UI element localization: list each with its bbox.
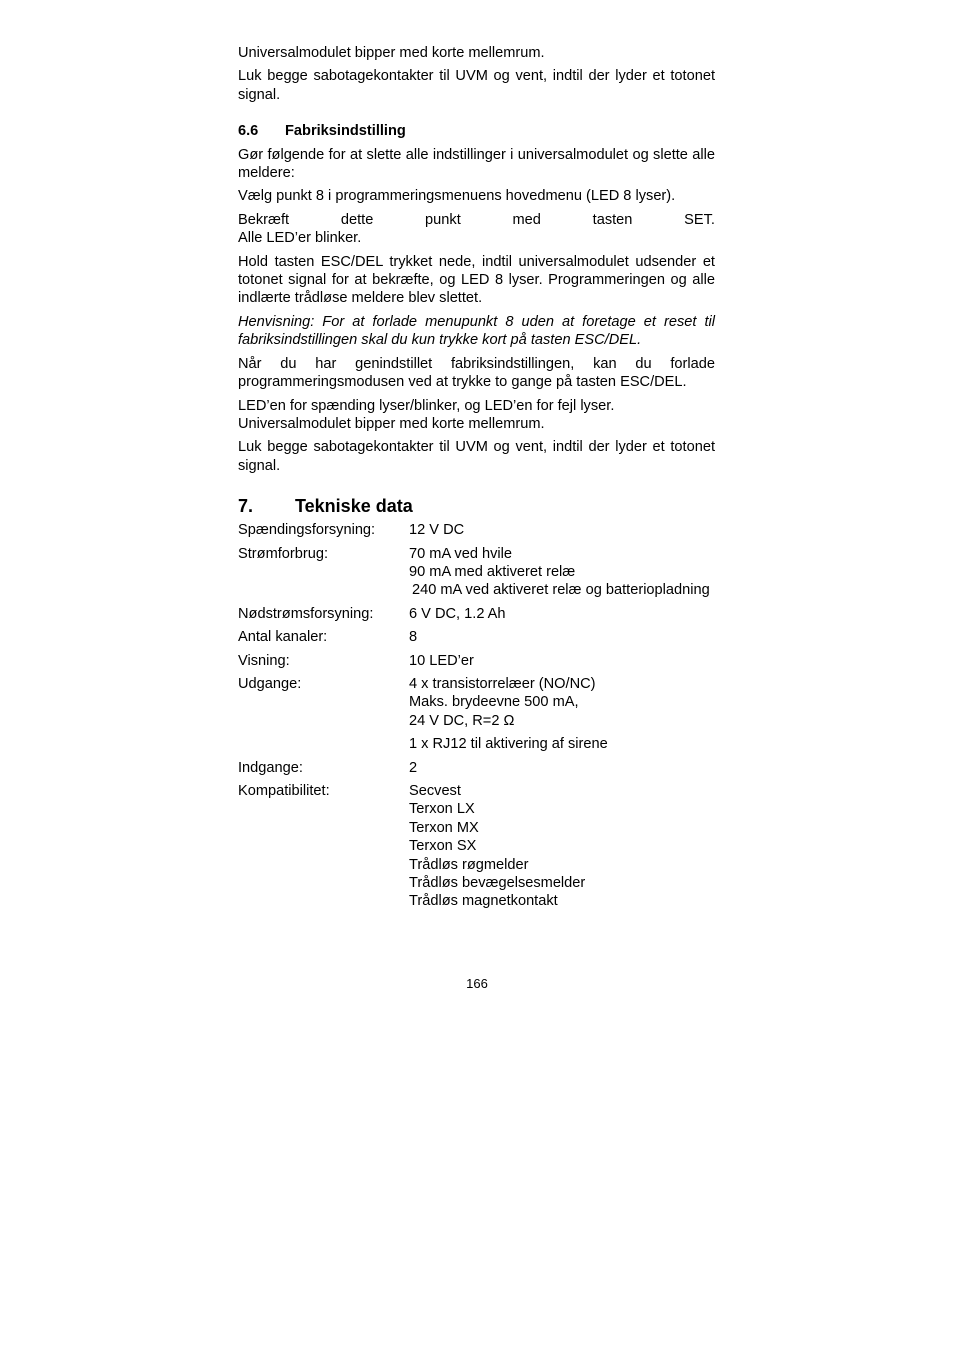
section-6-6-paragraph: Alle LED’er blinker. bbox=[238, 230, 362, 247]
tech-value: Secvest bbox=[409, 783, 461, 799]
tech-value: 70 mA ved hvile bbox=[409, 545, 513, 562]
tech-data-table bbox=[238, 521, 715, 911]
tech-value: 10 LED’er bbox=[409, 652, 474, 669]
tech-value: Trådløs røgmelder bbox=[409, 856, 529, 873]
tech-value: 6 V DC, 1.2 Ah bbox=[409, 605, 506, 622]
section-7-heading bbox=[238, 495, 715, 517]
section-7-title: Tekniske data bbox=[295, 496, 413, 517]
tech-values bbox=[409, 782, 715, 911]
tech-value: 1 x RJ12 til aktivering af sirene bbox=[409, 736, 608, 753]
section-6-6-heading bbox=[238, 122, 715, 140]
tech-values bbox=[409, 652, 715, 670]
page-number: 166 bbox=[466, 976, 488, 991]
tech-values bbox=[409, 605, 715, 623]
tech-value: 8 bbox=[409, 629, 418, 646]
tech-row bbox=[238, 545, 715, 600]
section-6-6-paragraph: Universalmodulet bipper med korte mellemrum. bbox=[238, 415, 545, 432]
section-6-6-number: 6.6 bbox=[238, 123, 259, 140]
tech-row bbox=[238, 759, 715, 777]
section-6-6-paragraph: Gør følgende for at slette alle indstillinger i universalmodulet og slette alle meldere: bbox=[238, 146, 715, 182]
tech-value: Trådløs magnetkontakt bbox=[409, 893, 558, 910]
tech-values bbox=[409, 545, 715, 600]
tech-label: Antal kanaler: bbox=[238, 629, 328, 646]
tech-value: 12 V DC bbox=[409, 522, 465, 539]
section-6-6-paragraph: Vælg punkt 8 i programmeringsmenuens hovedmenu (LED 8 lyser). bbox=[238, 188, 676, 205]
tech-row bbox=[238, 675, 715, 754]
confirm-line: Bekræft dette punkt med tasten SET. bbox=[238, 211, 715, 228]
section-7-number: 7. bbox=[238, 496, 254, 517]
tech-value: Terxon MX bbox=[409, 819, 479, 836]
tech-row bbox=[238, 521, 715, 539]
tech-values bbox=[409, 759, 715, 777]
document-page bbox=[238, 44, 715, 916]
tech-values bbox=[409, 675, 715, 754]
section-6-6-title: Fabriksindstilling bbox=[285, 123, 406, 140]
note-paragraph: Henvisning: For at forlade menupunkt 8 uden at foretage et reset til fabriksindstillingen skal du kun trykke kort på tasten ESC/DEL. bbox=[238, 313, 715, 349]
tech-value: 90 mA med aktiveret relæ bbox=[409, 563, 576, 580]
tech-value: Trådløs bevægelsesmelder bbox=[409, 875, 586, 892]
section-6-6-paragraph: Hold tasten ESC/DEL trykket nede, indtil universalmodulet udsender et totonet signal for at bekræfte, og LED 8 lyser. Programmeringen og alle indlærte trådløse meldere blev slettet. bbox=[238, 253, 715, 307]
tech-value: Terxon SX bbox=[409, 838, 477, 855]
tech-label: Spændingsforsyning: bbox=[238, 522, 376, 539]
tech-values bbox=[409, 521, 715, 539]
tech-label: Indgange: bbox=[238, 759, 303, 776]
section-6-6-paragraph: Luk begge sabotagekontakter til UVM og vent, indtil der lyder et totonet signal. bbox=[238, 439, 715, 474]
section-6-6-paragraph bbox=[238, 211, 715, 229]
tech-values bbox=[409, 628, 715, 646]
intro-paragraph-2: Luk begge sabotagekontakter til UVM og vent, indtil der lyder et totonet signal. bbox=[238, 68, 715, 103]
intro-paragraph-1: Universalmodulet bipper med korte mellemrum. bbox=[238, 45, 545, 61]
tech-value: 240 mA ved aktiveret relæ og batteriopladning bbox=[412, 582, 710, 599]
tech-label: Visning: bbox=[238, 652, 290, 669]
tech-value: 4 x transistorrelæer (NO/NC) bbox=[409, 675, 596, 692]
section-6-6-paragraph: LED’en for spænding lyser/blinker, og LED’en for fejl lyser. bbox=[238, 397, 615, 414]
tech-value: Terxon LX bbox=[409, 801, 475, 818]
tech-row bbox=[238, 782, 715, 911]
tech-label: Strømforbrug: bbox=[238, 545, 329, 562]
tech-row bbox=[238, 628, 715, 646]
tech-value: Maks. brydeevne 500 mA, bbox=[409, 694, 579, 711]
tech-label: Kompatibilitet: bbox=[238, 783, 330, 799]
tech-value: 2 bbox=[409, 759, 418, 776]
tech-label: Nødstrømsforsyning: bbox=[238, 605, 374, 622]
tech-row bbox=[238, 652, 715, 670]
tech-row bbox=[238, 605, 715, 623]
section-6-6-paragraph: Når du har genindstillet fabriksindstillingen, kan du forlade programmeringsmodusen ved at trykke to gange på tasten ESC/DEL. bbox=[238, 355, 715, 391]
tech-value: 24 V DC, R=2 Ω bbox=[409, 712, 515, 729]
tech-label: Udgange: bbox=[238, 675, 302, 692]
